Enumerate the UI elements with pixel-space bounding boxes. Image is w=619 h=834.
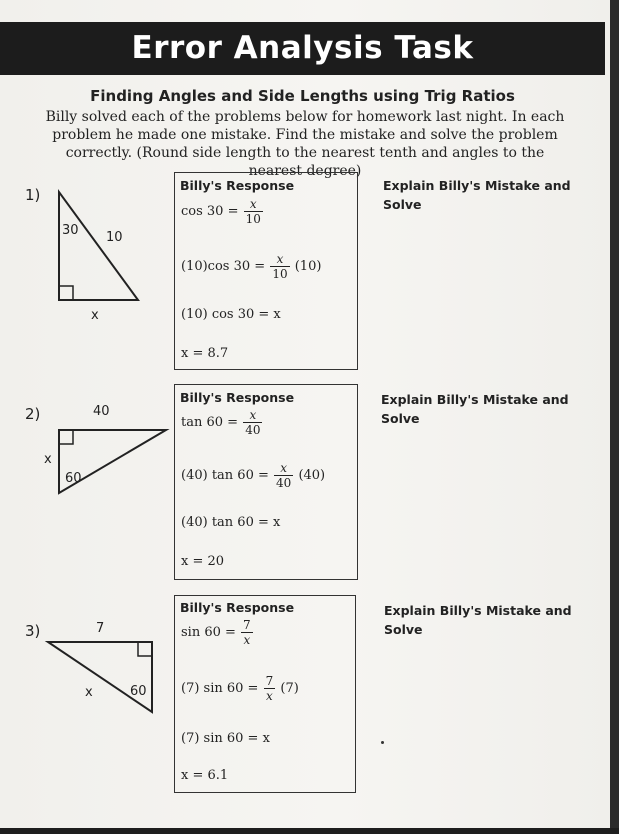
- problem-2-step-1: [181, 408, 263, 437]
- problem-1-answer: x = 8.7: [181, 346, 229, 361]
- fraction: [274, 461, 293, 490]
- problem-3-angle-label: 60: [130, 684, 147, 699]
- triangle-3: [48, 642, 152, 712]
- problem-3-response-heading: Billy's Response: [180, 600, 295, 615]
- step-text: sin 60 =: [181, 625, 236, 640]
- pen-mark: [381, 741, 384, 744]
- problem-3-answer: x = 6.1: [181, 768, 229, 783]
- triangle-1: [59, 192, 138, 300]
- problem-2-top-label: 40: [93, 404, 110, 419]
- instructions: Billy solved each of the problems below for homework last night. In each problem he made one mistake. Find the mistake and solve the problem correctly. (Round side length to the nearest tenth and angles to the nearest degree): [45, 109, 565, 179]
- numerator: x: [280, 461, 288, 475]
- denominator: 10: [272, 267, 288, 281]
- problem-3-explain-heading: Explain Billy's Mistake and Solve: [384, 603, 572, 637]
- problem-3-step-3: (7) sin 60 = x: [181, 731, 270, 746]
- problem-2-answer: x = 20: [181, 554, 225, 569]
- problem-2-explain-heading: Explain Billy's Mistake and Solve: [381, 392, 569, 426]
- denominator: 10: [245, 212, 261, 226]
- step-text: (40) tan 60 =: [181, 468, 269, 483]
- fraction: [243, 408, 262, 437]
- fraction: [244, 197, 263, 226]
- problem-2-side-label: x: [44, 452, 52, 467]
- problem-1-hyp-label: 10: [106, 230, 123, 245]
- problem-3-step-2: [181, 674, 299, 703]
- title-banner: Error Analysis Task: [0, 22, 605, 75]
- problem-3-top-label: 7: [96, 621, 105, 636]
- problem-3-side-label: x: [85, 685, 93, 700]
- problem-1-number: 1): [25, 186, 41, 204]
- step-text: (10)cos 30 =: [181, 259, 266, 274]
- problem-2-angle-label: 60: [65, 471, 82, 486]
- step-text: cos 30 =: [181, 204, 239, 219]
- problem-3-step-1: [181, 618, 254, 647]
- step-text: (7) sin 60 =: [181, 681, 259, 696]
- right-angle-mark-2: [59, 430, 73, 444]
- problem-1-side-label: x: [91, 308, 99, 323]
- problem-1-response-heading: Billy's Response: [180, 178, 295, 193]
- step-text: (40): [298, 468, 326, 483]
- problem-1-explain-heading: Explain Billy's Mistake and Solve: [383, 178, 571, 212]
- step-text: (10): [294, 259, 322, 274]
- numerator: 7: [265, 674, 274, 688]
- problem-2-step-2: [181, 461, 325, 490]
- problem-2-number: 2): [25, 405, 41, 423]
- right-angle-mark-1: [59, 286, 73, 300]
- step-text: (7): [280, 681, 299, 696]
- denominator: 40: [276, 476, 292, 490]
- problem-1-step-1: [181, 197, 264, 226]
- problem-3-number: 3): [25, 622, 41, 640]
- denominator: x: [241, 632, 253, 647]
- numerator: 7: [243, 618, 251, 632]
- subtitle: Finding Angles and Side Lengths using Trig Ratios: [90, 87, 515, 105]
- numerator: x: [276, 252, 284, 266]
- denominator: 40: [245, 423, 261, 437]
- fraction: [241, 618, 253, 647]
- problem-1-angle-label: 30: [62, 223, 79, 238]
- fraction: [264, 674, 276, 703]
- problem-2-step-3: (40) tan 60 = x: [181, 515, 281, 530]
- numerator: x: [249, 408, 257, 422]
- problem-1-step-3: (10) cos 30 = x: [181, 307, 281, 322]
- step-text: tan 60 =: [181, 415, 239, 430]
- fraction: [270, 252, 289, 281]
- denominator: x: [264, 688, 276, 703]
- problem-2-response-heading: Billy's Response: [180, 390, 295, 405]
- problem-1-step-2: [181, 252, 321, 281]
- numerator: x: [249, 197, 257, 211]
- right-angle-mark-3: [138, 642, 152, 656]
